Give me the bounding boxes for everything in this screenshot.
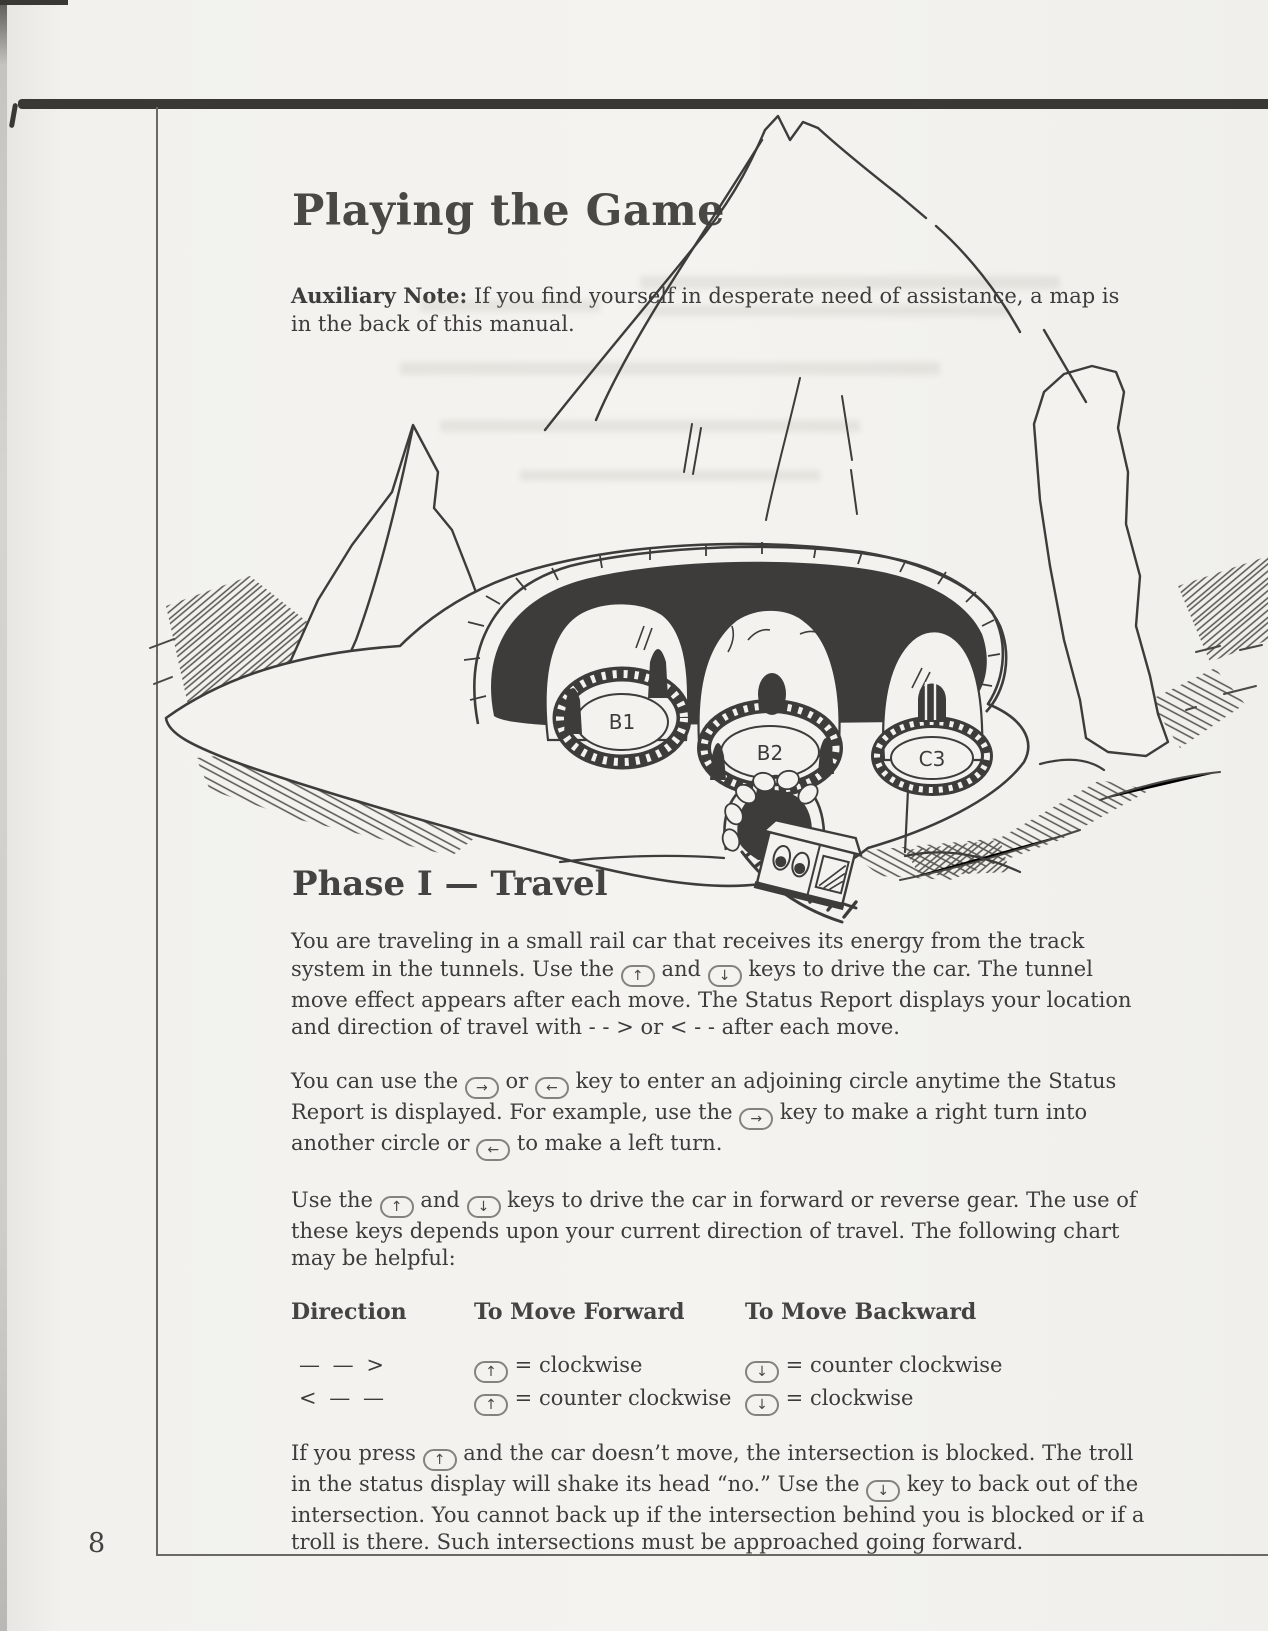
chart-header-forward: To Move Forward: [474, 1298, 685, 1325]
text-line: [291, 928, 1111, 956]
cave-label-b1: B1: [608, 710, 636, 734]
text-line: [291, 1471, 1139, 1502]
text-run: another circle or: [291, 1130, 477, 1155]
down-arrow-key-icon: ↓: [467, 1196, 501, 1218]
text-run: key to back out of the: [900, 1471, 1139, 1496]
text-run: = counter clockwise: [779, 1352, 1003, 1377]
left-arrow-key-icon: ←: [476, 1139, 510, 1161]
body-text: [291, 928, 1145, 1583]
central-peak-left-ridge: [545, 116, 818, 430]
paragraph: [291, 1068, 1117, 1161]
cave-chamber-b1: [546, 603, 689, 762]
text-run: keys to drive the car in forward or reverse gear. The use of: [500, 1187, 1137, 1212]
paragraph: [291, 928, 1132, 1042]
chart-direction-cell: < — —: [299, 1385, 387, 1410]
text-run: and: [413, 1187, 467, 1212]
chart-backward-cell: [745, 1383, 1111, 1416]
text-run: Report is displayed. For example, use the: [291, 1099, 740, 1124]
text-run: Use the: [291, 1187, 380, 1212]
text-line: [291, 1068, 1117, 1099]
left-arrow-key-icon: ←: [535, 1077, 569, 1099]
text-run: and: [654, 956, 708, 981]
up-arrow-key-icon: ↑: [474, 1394, 508, 1416]
crevice-marks: [684, 378, 857, 520]
chart-forward-cell: [474, 1383, 745, 1416]
text-line: [291, 1440, 1134, 1471]
text-run: move effect appears after each move. The Status Report displays your location: [291, 987, 1132, 1012]
paragraphs-before-chart: [291, 928, 1137, 1273]
chart-direction-cell: — — >: [299, 1352, 387, 1377]
right-arrow-key-icon: →: [739, 1108, 773, 1130]
chart-header-backward: To Move Backward: [745, 1298, 977, 1325]
cave-label-b2: B2: [756, 741, 784, 765]
bleed-through: [400, 276, 1060, 481]
text-run: to make a left turn.: [510, 1130, 723, 1155]
text-run: You can use the: [291, 1068, 465, 1093]
right-arrow-key-icon: →: [465, 1077, 499, 1099]
down-arrow-key-icon: ↓: [745, 1394, 779, 1416]
paragraph: [291, 1440, 1145, 1557]
movement-chart: [291, 1299, 1111, 1416]
up-arrow-key-icon: ↑: [474, 1361, 508, 1383]
page-title: Playing the Game: [292, 186, 726, 236]
paragraphs-after-chart: [291, 1440, 1145, 1557]
chart-header-direction: Direction: [291, 1298, 407, 1325]
text-line: [291, 987, 1132, 1015]
down-arrow-key-icon: ↓: [866, 1480, 900, 1502]
text-line: [291, 1187, 1137, 1218]
text-run: Auxiliary Note:: [291, 283, 468, 308]
text-run: You are traveling in a small rail car that receives its energy from the track: [291, 929, 1085, 953]
text-run: = counter clockwise: [508, 1385, 732, 1410]
chart-backward-cell: [745, 1350, 1111, 1383]
text-run: keys to drive the car. The tunnel: [741, 956, 1093, 981]
down-arrow-key-icon: ↓: [745, 1361, 779, 1383]
text-line: [291, 1014, 1111, 1042]
text-run: and direction of travel with - - > or < - - after each move.: [291, 1015, 900, 1039]
text-line: [291, 1130, 1111, 1161]
text-run: If you find yourself in desperate need of assistance, a map is: [467, 284, 1120, 308]
text-run: or: [498, 1068, 535, 1093]
text-run: intersection. You cannot back up if the intersection behind you is blocked or if a: [291, 1502, 1145, 1527]
section-heading: Phase I — Travel: [292, 864, 608, 904]
text-run: = clockwise: [508, 1352, 643, 1377]
page-number: 8: [88, 1528, 106, 1559]
text-run: If you press: [291, 1440, 423, 1465]
text-run: and the car doesn’t move, the intersection is blocked. The troll: [456, 1440, 1134, 1465]
text-run: key to make a right turn into: [773, 1099, 1088, 1124]
text-run: troll is there. Such intersections must be approached going forward.: [291, 1530, 1024, 1554]
text-line: [291, 1245, 1111, 1273]
text-run: these keys depends upon your current direction of travel. The following chart: [291, 1218, 1120, 1243]
up-arrow-key-icon: ↑: [423, 1449, 457, 1471]
text-run: may be helpful:: [291, 1246, 456, 1270]
text-run: in the status display will shake its head “no.” Use the: [291, 1471, 867, 1496]
right-pillar: [1034, 366, 1168, 756]
cave-label-c3: C3: [918, 747, 946, 771]
text-run: key to enter an adjoining circle anytime the Status: [568, 1068, 1117, 1093]
text-line: [291, 956, 1111, 987]
text-run: system in the tunnels. Use the: [291, 956, 621, 981]
up-arrow-key-icon: ↑: [380, 1196, 414, 1218]
up-arrow-key-icon: ↑: [621, 965, 655, 987]
paragraph: [291, 1187, 1137, 1273]
text-run: in the back of this manual.: [291, 311, 575, 336]
down-arrow-key-icon: ↓: [708, 965, 742, 987]
text-line: [291, 1502, 1145, 1530]
text-line: [291, 1218, 1120, 1246]
text-line: [291, 1529, 1111, 1557]
central-peak-right-ridge: [818, 128, 926, 218]
text-run: = clockwise: [779, 1385, 914, 1410]
chart-forward-cell: [474, 1350, 745, 1383]
text-line: [291, 1099, 1111, 1130]
